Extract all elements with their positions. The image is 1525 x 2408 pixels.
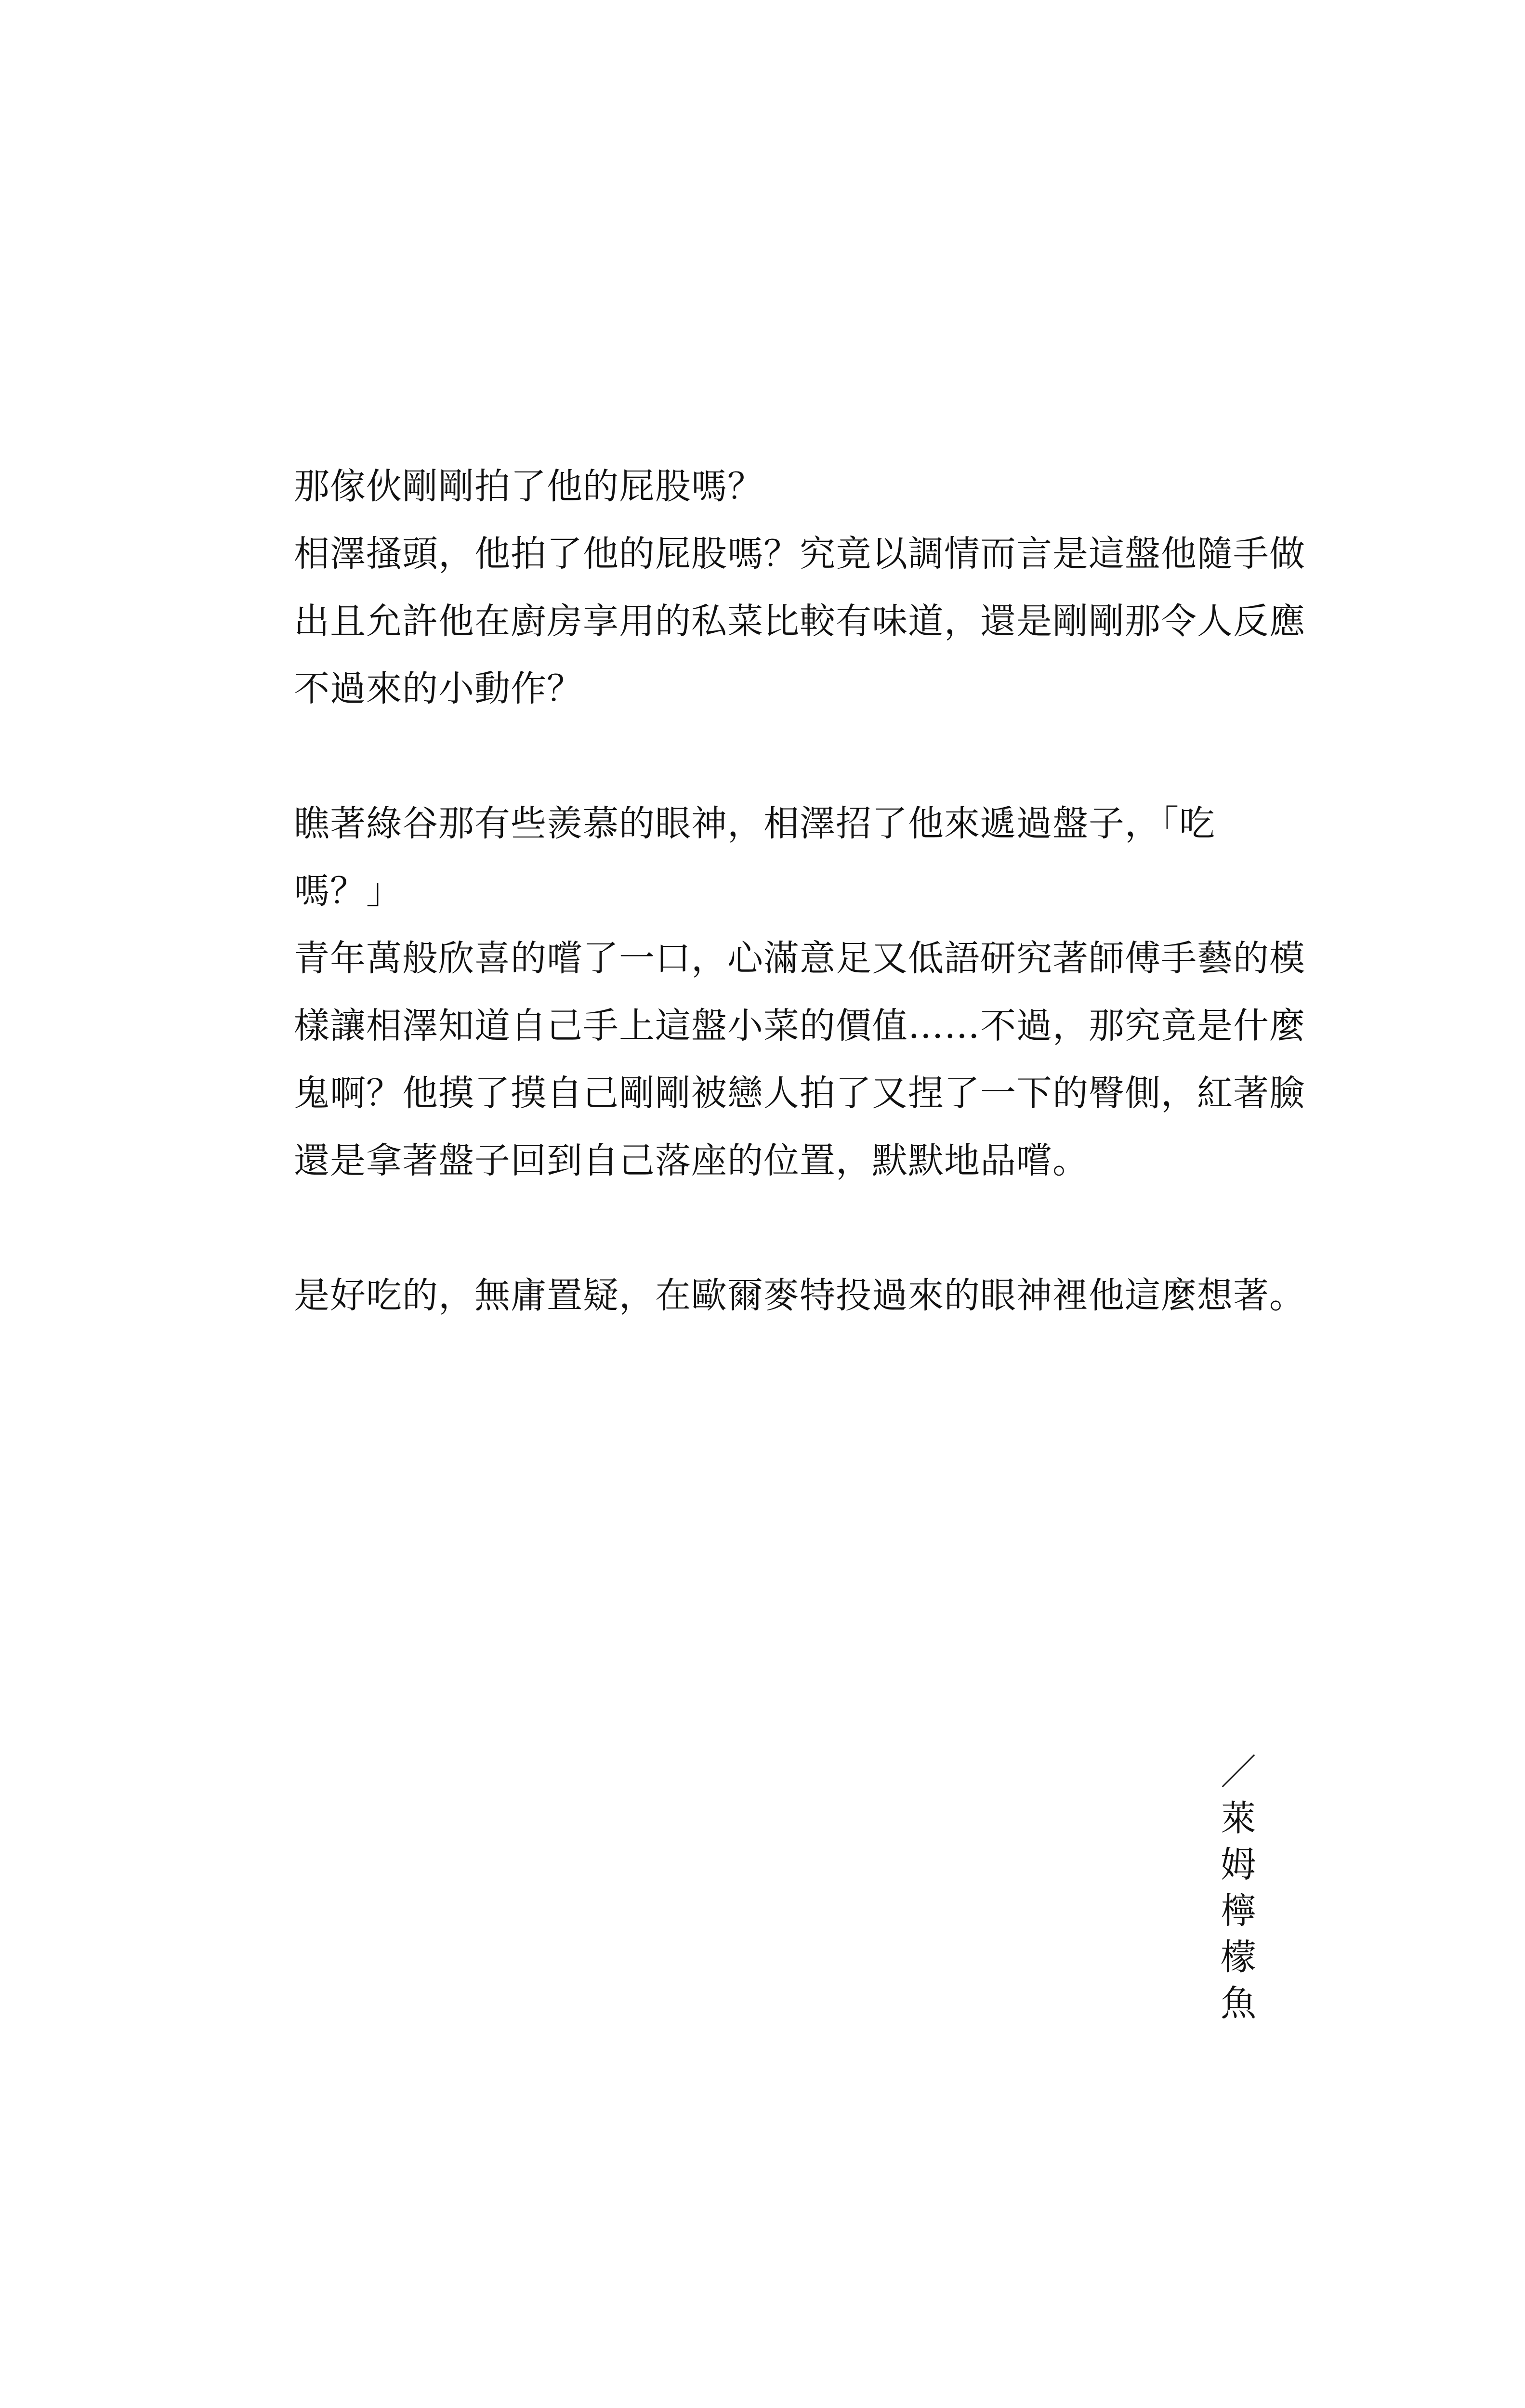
text-line: 青年萬般欣喜的嚐了一口，心滿意足又低語研究著師傅手藝的模 — [294, 938, 1305, 979]
text-line: 還是拿著盤子回到自己落座的位置，默默地品嚐。 — [294, 1140, 1089, 1181]
text-line: 不過來的小動作？ — [294, 668, 583, 709]
text-line: 嗎？」 — [294, 870, 402, 912]
paragraph-gap — [294, 722, 1329, 790]
text-line: 鬼啊？他摸了摸自己剛剛被戀人拍了又捏了一下的臀側，紅著臉 — [294, 1073, 1305, 1114]
text-line: 是好吃的，無庸置疑，在歐爾麥特投過來的眼神裡他這麼想著。 — [294, 1275, 1305, 1316]
text-line: 樣讓相澤知道自己手上這盤小菜的價值……不過，那究竟是什麼 — [294, 1005, 1305, 1047]
paragraph-gap — [294, 1194, 1329, 1262]
text-line: 瞧著綠谷那有些羨慕的眼神，相澤招了他來遞過盤子，「吃 — [294, 803, 1215, 844]
text-line: 那傢伙剛剛拍了他的屁股嗎？ — [294, 466, 763, 507]
author-signature: ／萊姆檸檬魚 — [1215, 1753, 1256, 2030]
story-text — [294, 453, 1329, 1329]
text-line: 出且允許他在廚房享用的私菜比較有味道，還是剛剛那令人反應 — [294, 601, 1305, 642]
text-line: 相澤搔頭，他拍了他的屁股嗎？究竟以調情而言是這盤他隨手做 — [294, 533, 1305, 575]
